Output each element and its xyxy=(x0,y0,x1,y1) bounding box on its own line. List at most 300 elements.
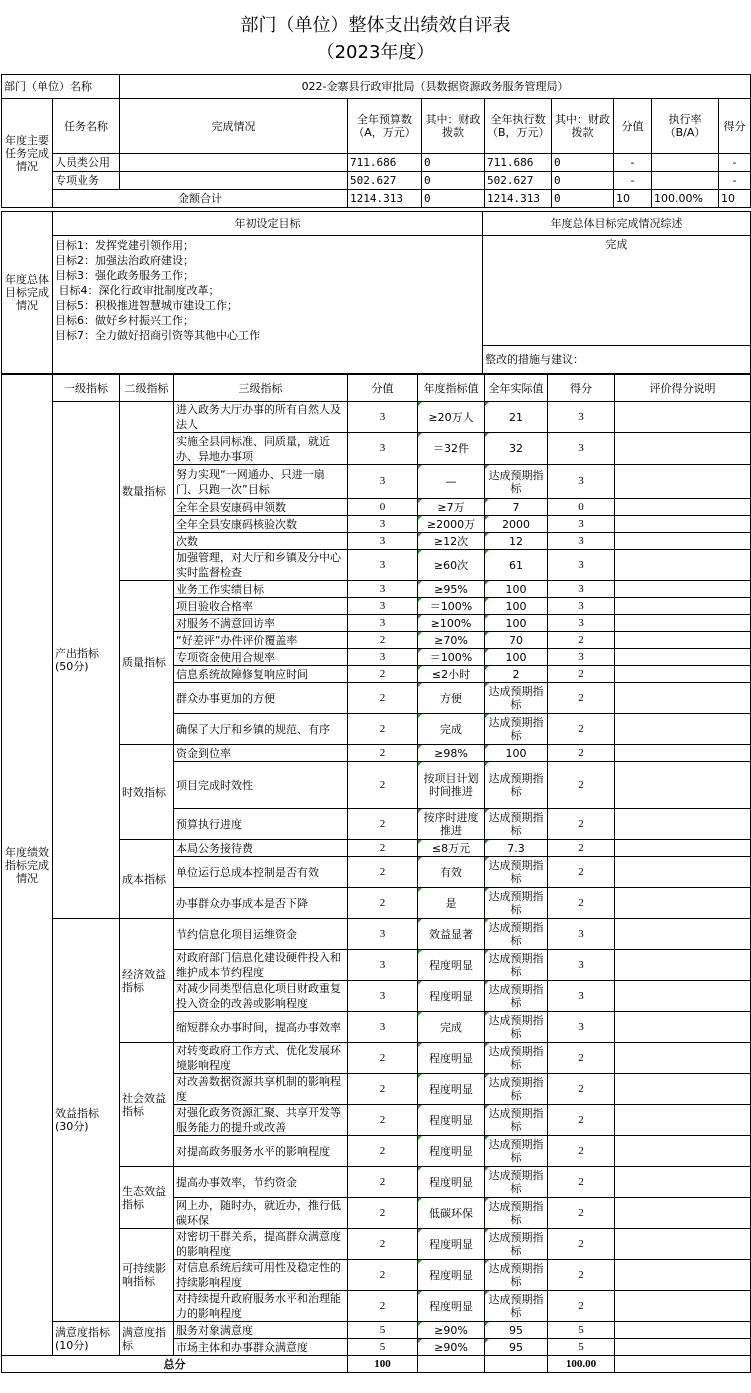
score-cell: 3 xyxy=(548,550,615,581)
score-cell: 3 xyxy=(548,433,615,465)
score-cell: 2 xyxy=(548,1136,615,1167)
goal-item: 目标6：做好乡村振兴工作； xyxy=(55,314,194,327)
score-value-cell: 3 xyxy=(348,533,418,550)
score-cell: 2 xyxy=(548,1074,615,1105)
score-cell: 2 xyxy=(548,1198,615,1229)
completion-header: 完成情况 xyxy=(120,99,348,154)
score-value-cell: 2 xyxy=(348,809,418,840)
note-cell xyxy=(615,981,751,1012)
actual-cell: 2000 xyxy=(485,516,548,533)
note-cell xyxy=(615,1105,751,1136)
l3-cell: 进入政务大厅办事的所有自然人及法人 xyxy=(174,402,348,433)
score-cell: 2 xyxy=(548,1260,615,1291)
target-cell: 低碳环保 xyxy=(418,1198,485,1229)
note-cell xyxy=(615,632,751,649)
score-cell: 3 xyxy=(548,598,615,615)
indicators-table xyxy=(1,374,751,1373)
actual-cell: 32 xyxy=(485,433,548,465)
score-value-cell: 2 xyxy=(348,666,418,683)
actual-cell: 达成预期指标 xyxy=(485,1167,548,1198)
l3-cell: “好差评”办件评价覆盖率 xyxy=(174,632,348,649)
l3-cell: 加强管理，对大厅和乡镇及分中心实时监督检查 xyxy=(174,550,348,581)
task-score: - xyxy=(719,154,751,172)
l2-cell: 满意度指标 xyxy=(120,1322,174,1356)
note-cell xyxy=(615,1043,751,1074)
target-cell: ＝100% xyxy=(418,649,485,666)
actual-cell: 100 xyxy=(485,615,548,632)
note-cell xyxy=(615,1291,751,1322)
note-cell xyxy=(615,550,751,581)
score-header: 得分 xyxy=(719,99,751,154)
score-value-cell: 2 xyxy=(348,1105,418,1136)
score-cell: 2 xyxy=(548,1229,615,1260)
note-cell xyxy=(615,1167,751,1198)
l2-header: 二级指标 xyxy=(120,375,174,402)
l1-cell: 满意度指标(10分) xyxy=(53,1322,120,1356)
target-cell: 方便 xyxy=(418,683,485,714)
total-score: 10 xyxy=(719,190,751,208)
score-value-cell: 3 xyxy=(348,465,418,499)
goal-item: 目标4：深化行政审批制度改革； xyxy=(55,284,220,297)
total-score-value: 10 xyxy=(614,190,652,208)
indicators-side-label: 年度绩效指标完成情况 xyxy=(2,375,53,1356)
score-value-cell: 3 xyxy=(348,433,418,465)
l1-header: 一级指标 xyxy=(53,375,120,402)
score-value-cell: 3 xyxy=(348,516,418,533)
l2-cell: 成本指标 xyxy=(120,840,174,919)
goals-summary: 完成 xyxy=(483,236,751,346)
task-completion xyxy=(120,154,348,172)
note-cell xyxy=(615,1136,751,1167)
l2-cell: 生态效益指标 xyxy=(120,1167,174,1229)
actual-cell: 100 xyxy=(485,598,548,615)
note-cell xyxy=(615,533,751,550)
note-cell xyxy=(615,745,751,762)
l2-cell: 数量指标 xyxy=(120,402,174,581)
indicator-row xyxy=(2,919,751,950)
target-cell: ＝32件 xyxy=(418,433,485,465)
task-rate xyxy=(652,172,719,190)
actual-cell: 达成预期指标 xyxy=(485,1074,548,1105)
score-cell: 3 xyxy=(548,615,615,632)
l3-cell: 确保了大厅和乡镇的规范、有序 xyxy=(174,714,348,745)
actual-cell: 7.3 xyxy=(485,840,548,857)
budget-header: 全年预算数（A，万元） xyxy=(348,99,422,154)
note-cell xyxy=(615,1074,751,1105)
actual-cell: 达成预期指标 xyxy=(485,683,548,714)
task-row xyxy=(2,172,751,190)
actual-cell: 达成预期指标 xyxy=(485,465,548,499)
note-cell xyxy=(615,1322,751,1339)
score-value-cell: 2 xyxy=(348,1291,418,1322)
l3-cell: 市场主体和办事群众满意度 xyxy=(174,1339,348,1356)
task-exec-fiscal: 0 xyxy=(552,154,614,172)
target-cell: ≥90% xyxy=(418,1322,485,1339)
note-cell xyxy=(615,714,751,745)
target-cell: 是 xyxy=(418,888,485,919)
l3-cell: 办事群众办事成本是否下降 xyxy=(174,888,348,919)
score-value-cell: 3 xyxy=(348,649,418,666)
goal-item: 目标1：发挥党建引领作用； xyxy=(55,239,194,252)
target-cell: 程度明显 xyxy=(418,950,485,981)
actual-cell: 达成预期指标 xyxy=(485,919,548,950)
l3-cell: 对转变政府工作方式、优化发展环境影响程度 xyxy=(174,1043,348,1074)
l3-cell: 实施全县同标准、同质量，就近办、异地办事项 xyxy=(174,433,348,465)
score-value-cell: 2 xyxy=(348,857,418,888)
grand-total-score: 100.00 xyxy=(548,1356,615,1373)
actual-cell: 100 xyxy=(485,649,548,666)
score-value-cell: 3 xyxy=(348,581,418,598)
goals-table xyxy=(1,211,751,374)
score-value-cell: 3 xyxy=(348,615,418,632)
score-cell: 3 xyxy=(548,465,615,499)
target-cell: ≥2000万 xyxy=(418,516,485,533)
actual-cell: 达成预期指标 xyxy=(485,1043,548,1074)
l3-cell: 项目完成时效性 xyxy=(174,762,348,809)
actual-cell: 达成预期指标 xyxy=(485,857,548,888)
note-cell xyxy=(615,465,751,499)
l3-cell: 业务工作实绩目标 xyxy=(174,581,348,598)
target-cell: 程度明显 xyxy=(418,1291,485,1322)
score-value-cell: 2 xyxy=(348,1136,418,1167)
note-cell xyxy=(615,402,751,433)
actual-cell: 达成预期指标 xyxy=(485,714,548,745)
score-value-cell: 2 xyxy=(348,1229,418,1260)
actual-cell: 61 xyxy=(485,550,548,581)
score-cell: 5 xyxy=(548,1322,615,1339)
task-budget-fiscal: 0 xyxy=(422,154,485,172)
score-value-cell: 0 xyxy=(348,499,418,516)
l3-cell: 全年全县安康码申领数 xyxy=(174,499,348,516)
note-cell xyxy=(615,1339,751,1356)
score-cell: 3 xyxy=(548,649,615,666)
grand-total-blank xyxy=(418,1356,485,1373)
l1-cell: 效益指标 (30分) xyxy=(53,919,120,1322)
target-cell: ≥60次 xyxy=(418,550,485,581)
note-cell xyxy=(615,950,751,981)
score-value-cell: 2 xyxy=(348,762,418,809)
l3-cell: 对持续提升政府服务水平和治理能力的影响程度 xyxy=(174,1291,348,1322)
l3-cell: 对信息系统后续可用性及稳定性的持续影响程度 xyxy=(174,1260,348,1291)
actual-cell: 达成预期指标 xyxy=(485,981,548,1012)
score-value-cell: 3 xyxy=(348,919,418,950)
goals-list xyxy=(53,236,483,374)
note-cell xyxy=(615,919,751,950)
target-cell: 程度明显 xyxy=(418,981,485,1012)
score-cell: 2 xyxy=(548,632,615,649)
l3-header: 三级指标 xyxy=(174,375,348,402)
target-cell: 程度明显 xyxy=(418,1136,485,1167)
grand-total-blank xyxy=(615,1356,751,1373)
score-cell: 3 xyxy=(548,950,615,981)
note-cell xyxy=(615,433,751,465)
note-cell xyxy=(615,598,751,615)
l3-cell: 缩短群众办事时间，提高办事效率 xyxy=(174,1012,348,1043)
target-cell: 程度明显 xyxy=(418,1260,485,1291)
actual-cell: 100 xyxy=(485,745,548,762)
score-cell: 3 xyxy=(548,981,615,1012)
task-budget-fiscal: 0 xyxy=(422,172,485,190)
page-title: 部门（单位）整体支出绩效自评表 xyxy=(240,15,511,36)
score-cell: 3 xyxy=(548,516,615,533)
score-value-cell: 3 xyxy=(348,550,418,581)
score-cell: 2 xyxy=(548,840,615,857)
l3-cell: 群众办事更加的方便 xyxy=(174,683,348,714)
note-cell xyxy=(615,1198,751,1229)
score-value-cell: 2 xyxy=(348,888,418,919)
score-cell: 0 xyxy=(548,499,615,516)
indicator-total-row xyxy=(2,1356,751,1373)
actual-cell: 达成预期指标 xyxy=(485,1260,548,1291)
goal-item: 目标7：全力做好招商引资等其他中心工作 xyxy=(55,329,260,342)
note-cell xyxy=(615,615,751,632)
note-cell xyxy=(615,762,751,809)
grand-total-value: 100 xyxy=(348,1356,418,1373)
total-label: 金额合计 xyxy=(53,190,348,208)
goal-item: 目标3：强化政务服务工作； xyxy=(55,269,194,282)
target-cell: ≥100% xyxy=(418,615,485,632)
l2-cell: 质量指标 xyxy=(120,581,174,745)
note-cell xyxy=(615,683,751,714)
target-cell: ≥20万人 xyxy=(418,402,485,433)
actual-cell: 12 xyxy=(485,533,548,550)
total-budget: 1214.313 xyxy=(348,190,422,208)
score-value-cell: 2 xyxy=(348,714,418,745)
score-value-cell: 5 xyxy=(348,1322,418,1339)
l2-cell: 经济效益指标 xyxy=(120,919,174,1043)
score-cell: 2 xyxy=(548,666,615,683)
task-exec: 711.686 xyxy=(485,154,552,172)
actual-cell: 达成预期指标 xyxy=(485,1136,548,1167)
score-value-cell: 2 xyxy=(348,1167,418,1198)
goals-left-header: 年初设定目标 xyxy=(53,212,483,236)
actual-cell: 达成预期指标 xyxy=(485,1012,548,1043)
l2-cell: 可持续影响指标 xyxy=(120,1229,174,1322)
l3-cell: 对提高政务服务水平的影响程度 xyxy=(174,1136,348,1167)
page-year: （2023年度） xyxy=(316,42,435,63)
score-value-cell: 3 xyxy=(348,950,418,981)
indicator-row xyxy=(2,1322,751,1339)
score-cell: 3 xyxy=(548,1012,615,1043)
target-cell: 按项目计划时间推进 xyxy=(418,762,485,809)
note-cell xyxy=(615,581,751,598)
total-rate: 100.00% xyxy=(652,190,719,208)
note-header: 评价得分说明 xyxy=(615,375,751,402)
score-value-cell: 5 xyxy=(348,1339,418,1356)
dept-label: 部门（单位）名称 xyxy=(2,75,120,99)
score-value-cell: 2 xyxy=(348,632,418,649)
actual-cell: 21 xyxy=(485,402,548,433)
score-cell: 3 xyxy=(548,581,615,598)
score-cell: 2 xyxy=(548,857,615,888)
target-cell: 程度明显 xyxy=(418,1074,485,1105)
exec-fiscal-header: 其中：财政拨款 xyxy=(552,99,614,154)
score-value-header: 分值 xyxy=(614,99,652,154)
actual-cell: 100 xyxy=(485,581,548,598)
grand-total-blank xyxy=(485,1356,548,1373)
note-cell xyxy=(615,666,751,683)
target-cell: 有效 xyxy=(418,857,485,888)
l3-cell: 信息系统故障修复响应时间 xyxy=(174,666,348,683)
l3-cell: 对服务不满意回访率 xyxy=(174,615,348,632)
l3-cell: 节约信息化项目运维资金 xyxy=(174,919,348,950)
actual-cell: 达成预期指标 xyxy=(485,888,548,919)
actual-cell: 达成预期指标 xyxy=(485,1229,548,1260)
l3-cell: 提高办事效率，节约资金 xyxy=(174,1167,348,1198)
target-cell: 完成 xyxy=(418,1012,485,1043)
score-value-cell: 2 xyxy=(348,1043,418,1074)
score-cell: 2 xyxy=(548,1167,615,1198)
l3-cell: 全年全县安康码核验次数 xyxy=(174,516,348,533)
l3-cell: 对密切干群关系，提高群众满意度的影响程度 xyxy=(174,1229,348,1260)
target-cell: 效益显著 xyxy=(418,919,485,950)
actual-cell: 7 xyxy=(485,499,548,516)
target-cell: 程度明显 xyxy=(418,1167,485,1198)
l3-cell: 本局公务接待费 xyxy=(174,840,348,857)
score-cell: 2 xyxy=(548,1291,615,1322)
score-value-cell: 3 xyxy=(348,1012,418,1043)
task-score-value: - xyxy=(614,172,652,190)
actual-cell: 2 xyxy=(485,666,548,683)
target-cell: ≥12次 xyxy=(418,533,485,550)
target-cell: ≤2小时 xyxy=(418,666,485,683)
score-value-cell: 2 xyxy=(348,1260,418,1291)
total-row xyxy=(2,190,751,208)
note-cell xyxy=(615,1260,751,1291)
score-value-header: 分值 xyxy=(348,375,418,402)
dept-name: 022-金寨县行政审批局（县数据资源政务服务管理局） xyxy=(120,75,751,99)
task-row xyxy=(2,154,751,172)
target-cell: ≥90% xyxy=(418,1339,485,1356)
task-name: 专项业务 xyxy=(53,172,120,190)
score-cell: 3 xyxy=(548,919,615,950)
task-name: 人员类公用 xyxy=(53,154,120,172)
note-cell xyxy=(615,888,751,919)
budget-fiscal-header: 其中：财政拨款 xyxy=(422,99,485,154)
l3-cell: 专项资金使用合规率 xyxy=(174,649,348,666)
budget-table xyxy=(1,74,751,208)
actual-cell: 达成预期指标 xyxy=(485,1105,548,1136)
score-cell: 2 xyxy=(548,888,615,919)
score-header: 得分 xyxy=(548,375,615,402)
task-exec-fiscal: 0 xyxy=(552,172,614,190)
score-value-cell: 2 xyxy=(348,840,418,857)
actual-header: 全年实际值 xyxy=(485,375,548,402)
l3-cell: 网上办，随时办，就近办，推行低碳环保 xyxy=(174,1198,348,1229)
note-cell xyxy=(615,1012,751,1043)
note-cell xyxy=(615,649,751,666)
task-budget: 711.686 xyxy=(348,154,422,172)
target-cell: ≥70% xyxy=(418,632,485,649)
l3-cell: 服务对象满意度 xyxy=(174,1322,348,1339)
actual-cell: 达成预期指标 xyxy=(485,809,548,840)
score-cell: 3 xyxy=(548,402,615,433)
goals-side-label: 年度总体目标完成情况 xyxy=(2,212,53,374)
score-value-cell: 3 xyxy=(348,598,418,615)
measures-label: 整改的措施与建议： xyxy=(483,346,751,374)
target-cell: ≥7万 xyxy=(418,499,485,516)
score-cell: 2 xyxy=(548,683,615,714)
score-value-cell: 2 xyxy=(348,683,418,714)
task-header: 任务名称 xyxy=(53,99,120,154)
l3-cell: 单位运行总成本控制是否有效 xyxy=(174,857,348,888)
l3-cell: 次数 xyxy=(174,533,348,550)
grand-total-label: 总分 xyxy=(2,1356,348,1373)
l3-cell: 对强化政务资源汇聚、共享开发等服务能力的提升或改善 xyxy=(174,1105,348,1136)
score-cell: 5 xyxy=(548,1339,615,1356)
indicator-row xyxy=(2,402,751,433)
actual-cell: 达成预期指标 xyxy=(485,1198,548,1229)
actual-cell: 达成预期指标 xyxy=(485,1291,548,1322)
l3-cell: 对改善数据资源共享机制的影响程度 xyxy=(174,1074,348,1105)
note-cell xyxy=(615,499,751,516)
target-cell: 程度明显 xyxy=(418,1105,485,1136)
l2-cell: 社会效益指标 xyxy=(120,1043,174,1167)
target-cell: ＝100% xyxy=(418,598,485,615)
task-budget: 502.627 xyxy=(348,172,422,190)
target-cell: 按序时进度推进 xyxy=(418,809,485,840)
l3-cell: 预算执行进度 xyxy=(174,809,348,840)
target-cell: ≥95% xyxy=(418,581,485,598)
total-budget-fiscal: 0 xyxy=(422,190,485,208)
actual-cell: 95 xyxy=(485,1339,548,1356)
score-value-cell: 3 xyxy=(348,981,418,1012)
goals-right-header: 年度总体目标完成情况综述 xyxy=(483,212,751,236)
score-cell: 3 xyxy=(548,533,615,550)
target-cell: ≥98% xyxy=(418,745,485,762)
target-header: 年度指标值 xyxy=(418,375,485,402)
task-exec: 502.627 xyxy=(485,172,552,190)
score-value-cell: 2 xyxy=(348,745,418,762)
score-cell: 2 xyxy=(548,1105,615,1136)
task-score: - xyxy=(719,172,751,190)
total-exec: 1214.313 xyxy=(485,190,552,208)
task-rate xyxy=(652,154,719,172)
target-cell: 程度明显 xyxy=(418,1229,485,1260)
goal-item: 目标2：加强法治政府建设； xyxy=(55,254,194,267)
goal-item: 目标5：积极推进智慧城市建设工作； xyxy=(55,299,238,312)
note-cell xyxy=(615,857,751,888)
l3-cell: 对政府部门信息化建设硬件投入和维护成本节约程度 xyxy=(174,950,348,981)
score-cell: 2 xyxy=(548,1043,615,1074)
score-value-cell: 2 xyxy=(348,1198,418,1229)
score-cell: 2 xyxy=(548,714,615,745)
annual-side-label: 年度主要任务完成情况 xyxy=(2,99,53,208)
target-cell: 完成 xyxy=(418,714,485,745)
l2-cell: 时效指标 xyxy=(120,745,174,840)
l3-cell: 努力实现“一网通办、只进一扇门、只跑一次”目标 xyxy=(174,465,348,499)
exec-header: 全年执行数（B，万元） xyxy=(485,99,552,154)
score-cell: 2 xyxy=(548,809,615,840)
target-cell: — xyxy=(418,465,485,499)
task-completion xyxy=(120,172,348,190)
score-value-cell: 2 xyxy=(348,1074,418,1105)
target-cell: 程度明显 xyxy=(418,1043,485,1074)
actual-cell: 70 xyxy=(485,632,548,649)
actual-cell: 达成预期指标 xyxy=(485,762,548,809)
l3-cell: 项目验收合格率 xyxy=(174,598,348,615)
note-cell xyxy=(615,516,751,533)
actual-cell: 95 xyxy=(485,1322,548,1339)
total-exec-fiscal: 0 xyxy=(552,190,614,208)
score-value-cell: 3 xyxy=(348,402,418,433)
note-cell xyxy=(615,809,751,840)
rate-header: 执行率（B/A） xyxy=(652,99,719,154)
l1-cell: 产出指标 (50分) xyxy=(53,402,120,919)
task-score-value: - xyxy=(614,154,652,172)
note-cell xyxy=(615,1229,751,1260)
score-cell: 2 xyxy=(548,745,615,762)
